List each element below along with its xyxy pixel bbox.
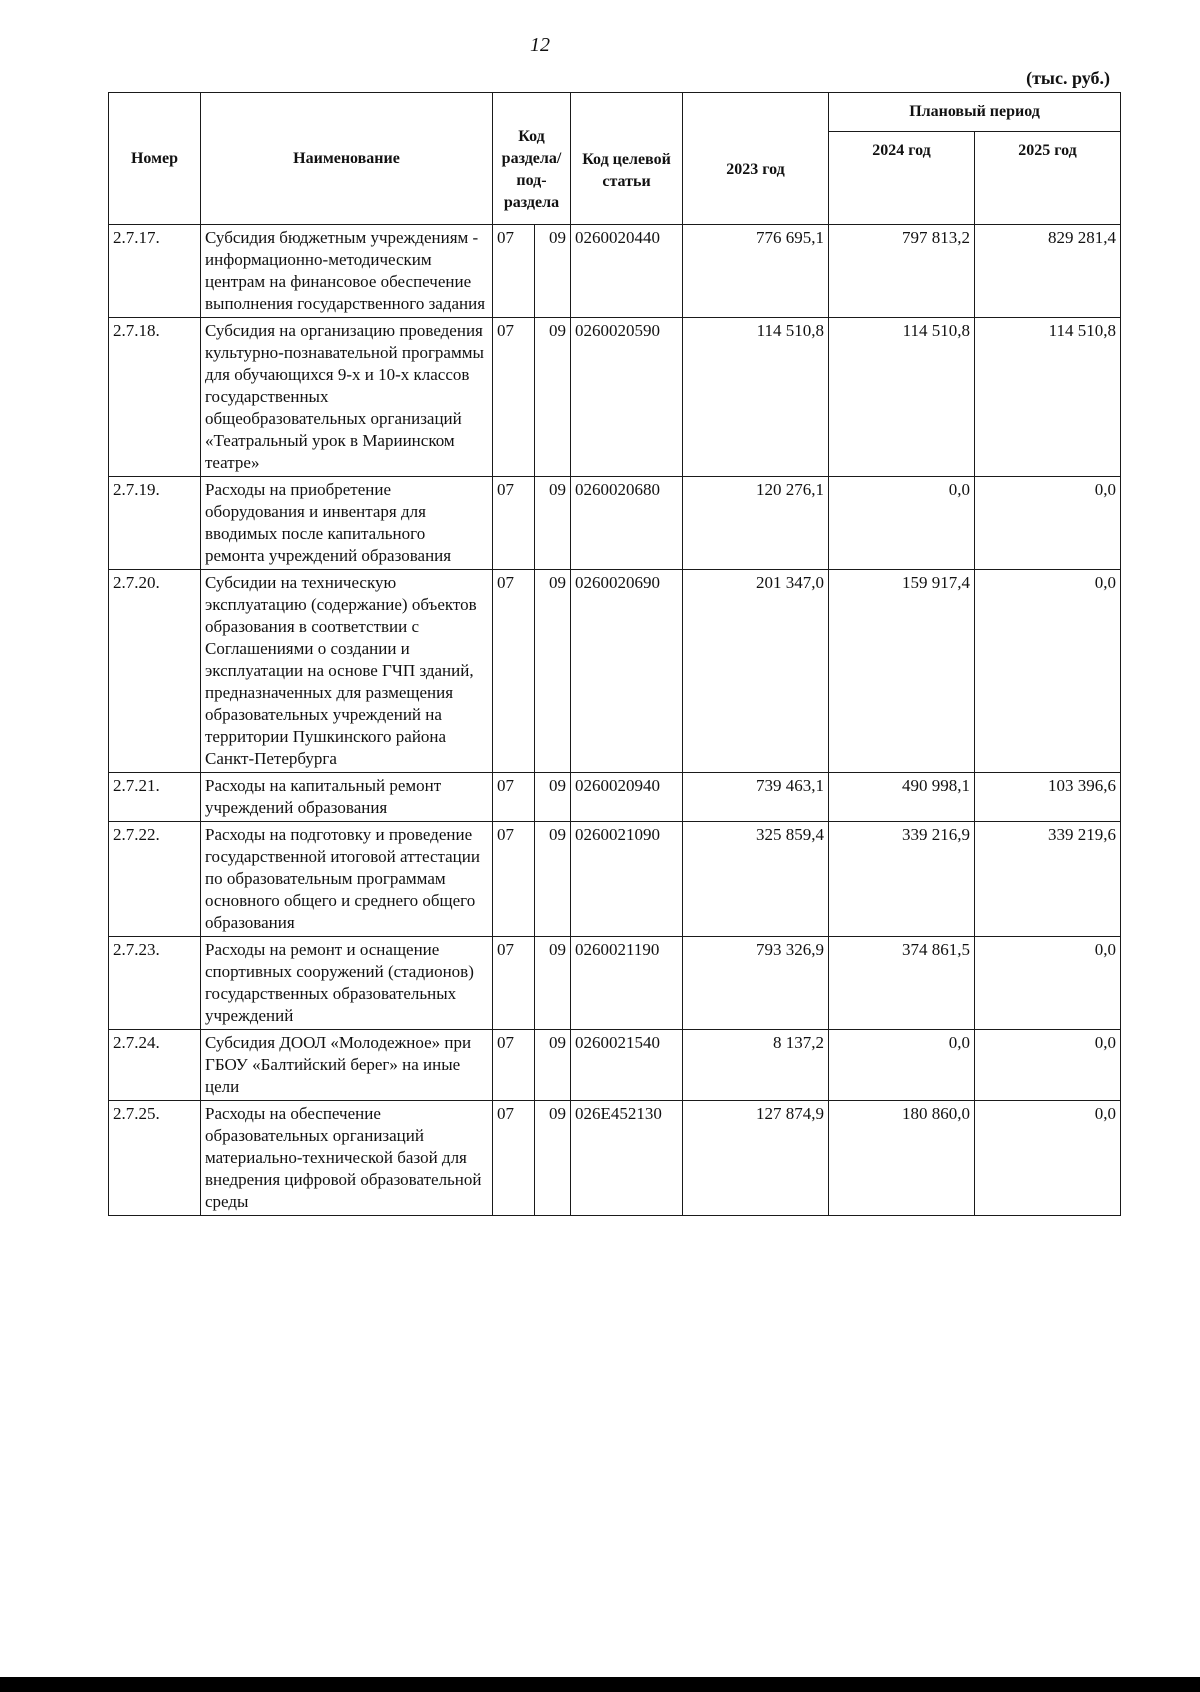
row-value-2025: 0,0 [975, 1101, 1121, 1216]
row-subsection-code: 09 [535, 1030, 571, 1101]
row-value-2024: 159 917,4 [829, 570, 975, 773]
row-name: Расходы на приобретение оборудования и инвентаря для вводимых после капитального ремонта учреждений образования [201, 477, 493, 570]
row-value-2024: 490 998,1 [829, 773, 975, 822]
row-target-code: 0260020680 [571, 477, 683, 570]
units-label: (тыс. руб.) [1026, 68, 1110, 88]
row-value-2023: 793 326,9 [683, 937, 829, 1030]
row-value-2025: 0,0 [975, 477, 1121, 570]
row-value-2024: 797 813,2 [829, 225, 975, 318]
header-target-code: Код целевой статьи [571, 93, 683, 225]
table-body [109, 225, 1121, 1216]
row-value-2023: 120 276,1 [683, 477, 829, 570]
row-value-2025: 0,0 [975, 570, 1121, 773]
row-name: Субсидия ДООЛ «Молодежное» при ГБОУ «Балтийский берег» на иные цели [201, 1030, 493, 1101]
row-value-2024: 339 216,9 [829, 822, 975, 937]
row-section-code: 07 [493, 477, 535, 570]
row-name: Субсидия на организацию проведения культурно-познавательной программы для обучающихся 9-х и 10-х классов государственных общеобразовательных организаций «Театральный урок в Мариинском театре» [201, 318, 493, 477]
row-value-2024: 0,0 [829, 477, 975, 570]
row-section-code: 07 [493, 318, 535, 477]
row-target-code: 0260020690 [571, 570, 683, 773]
row-name: Расходы на ремонт и оснащение спортивных сооружений (стадионов) государственных образовательных учреждений [201, 937, 493, 1030]
row-value-2025: 114 510,8 [975, 318, 1121, 477]
table-row [109, 1101, 1121, 1216]
row-subsection-code: 09 [535, 822, 571, 937]
row-name: Расходы на обеспечение образовательных организаций материально-технической базой для внедрения цифровой образовательной среды [201, 1101, 493, 1216]
header-year-2024: 2024 год [829, 132, 975, 225]
row-value-2023: 739 463,1 [683, 773, 829, 822]
row-number: 2.7.17. [109, 225, 201, 318]
row-target-code: 0260020940 [571, 773, 683, 822]
header-year-2025: 2025 год [975, 132, 1121, 225]
row-value-2023: 776 695,1 [683, 225, 829, 318]
row-section-code: 07 [493, 570, 535, 773]
row-value-2024: 180 860,0 [829, 1101, 975, 1216]
row-name: Субсидии на техническую эксплуатацию (содержание) объектов образования в соответствии с Соглашениями о создании и эксплуатации на основе ГЧП зданий, предназначенных для размещения образовательных учреждений на территории Пушкинского района Санкт-Петербурга [201, 570, 493, 773]
row-number: 2.7.22. [109, 822, 201, 937]
row-subsection-code: 09 [535, 1101, 571, 1216]
row-name: Расходы на подготовку и проведение государственной итоговой аттестации по образовательным программам основного общего и среднего общего образования [201, 822, 493, 937]
row-number: 2.7.20. [109, 570, 201, 773]
header-row-1 [109, 93, 1121, 132]
table-row [109, 773, 1121, 822]
row-section-code: 07 [493, 225, 535, 318]
row-section-code: 07 [493, 822, 535, 937]
row-section-code: 07 [493, 1101, 535, 1216]
row-section-code: 07 [493, 773, 535, 822]
header-number: Номер [109, 93, 201, 225]
row-value-2023: 325 859,4 [683, 822, 829, 937]
row-number: 2.7.19. [109, 477, 201, 570]
table-row [109, 937, 1121, 1030]
row-target-code: 0260021090 [571, 822, 683, 937]
row-number: 2.7.23. [109, 937, 201, 1030]
table-row [109, 477, 1121, 570]
budget-table [108, 92, 1121, 1216]
row-target-code: 0260021190 [571, 937, 683, 1030]
row-subsection-code: 09 [535, 477, 571, 570]
table-row [109, 570, 1121, 773]
row-value-2025: 829 281,4 [975, 225, 1121, 318]
row-value-2025: 103 396,6 [975, 773, 1121, 822]
row-target-code: 0260020440 [571, 225, 683, 318]
row-value-2023: 8 137,2 [683, 1030, 829, 1101]
row-value-2024: 374 861,5 [829, 937, 975, 1030]
row-value-2023: 114 510,8 [683, 318, 829, 477]
row-subsection-code: 09 [535, 318, 571, 477]
row-value-2025: 0,0 [975, 1030, 1121, 1101]
row-section-code: 07 [493, 937, 535, 1030]
row-section-code: 07 [493, 1030, 535, 1101]
row-value-2024: 0,0 [829, 1030, 975, 1101]
row-number: 2.7.18. [109, 318, 201, 477]
row-value-2023: 127 874,9 [683, 1101, 829, 1216]
header-year-2023: 2023 год [683, 93, 829, 225]
table-row [109, 1030, 1121, 1101]
row-number: 2.7.24. [109, 1030, 201, 1101]
header-name: Наименование [201, 93, 493, 225]
row-value-2023: 201 347,0 [683, 570, 829, 773]
row-value-2024: 114 510,8 [829, 318, 975, 477]
row-target-code: 026E452130 [571, 1101, 683, 1216]
table-row [109, 822, 1121, 937]
row-subsection-code: 09 [535, 937, 571, 1030]
row-target-code: 0260021540 [571, 1030, 683, 1101]
table-row [109, 318, 1121, 477]
table-row [109, 225, 1121, 318]
header-planning-period: Плановый период [829, 93, 1121, 132]
row-number: 2.7.25. [109, 1101, 201, 1216]
row-name: Расходы на капитальный ремонт учреждений образования [201, 773, 493, 822]
scan-edge-bar [0, 1677, 1200, 1692]
row-subsection-code: 09 [535, 570, 571, 773]
row-subsection-code: 09 [535, 225, 571, 318]
header-section-code: Код раздела/ под- раздела [493, 93, 571, 225]
page-number: 12 [530, 34, 550, 56]
row-target-code: 0260020590 [571, 318, 683, 477]
row-name: Субсидия бюджетным учреждениям - информационно-методическим центрам на финансовое обеспечение выполнения государственного задания [201, 225, 493, 318]
row-subsection-code: 09 [535, 773, 571, 822]
row-value-2025: 339 219,6 [975, 822, 1121, 937]
row-number: 2.7.21. [109, 773, 201, 822]
row-value-2025: 0,0 [975, 937, 1121, 1030]
